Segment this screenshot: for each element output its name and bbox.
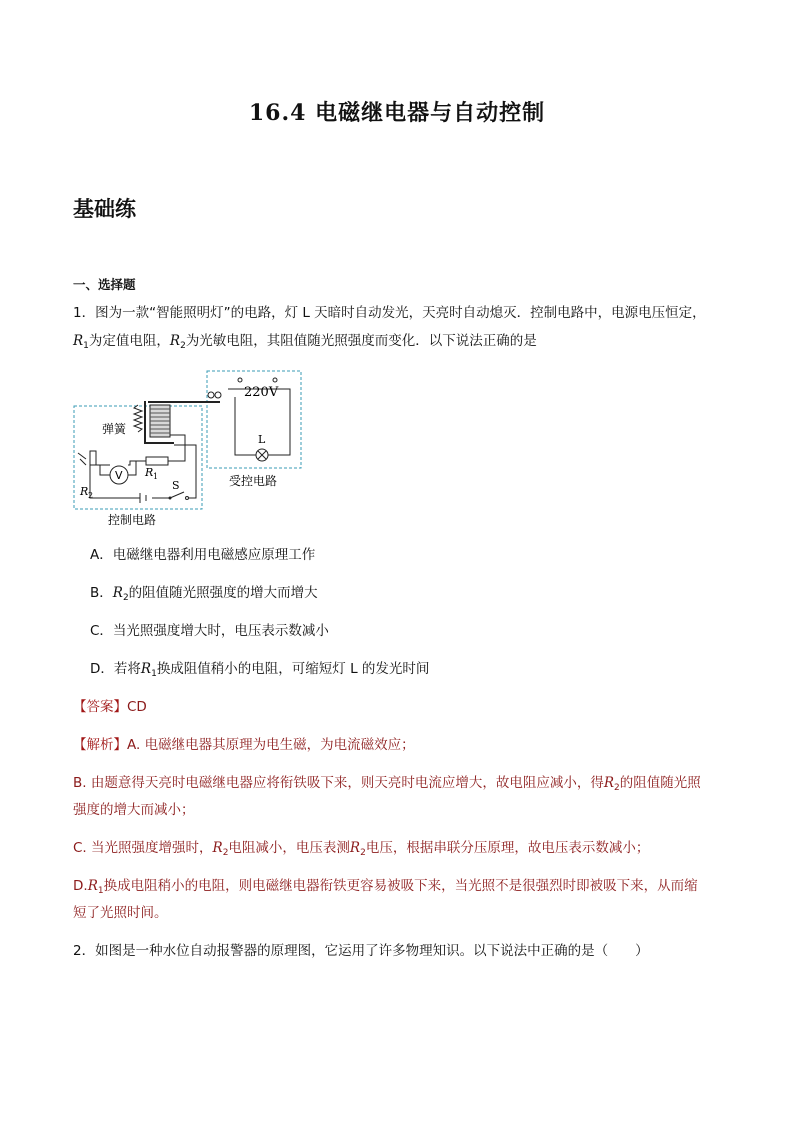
q1-analysis-d-line1 [73,876,698,901]
symbol-r: R [603,775,615,791]
switch-lever [170,492,184,498]
option-text: 换成阻值稍小的电阻，可缩短灯 L 的发光时间 [156,661,430,677]
analysis-label: 【解析】 [73,737,127,753]
q1-analysis-c [73,838,649,863]
symbol-r: R [87,878,98,894]
q2-stem: 2．如图是一种水位自动报警器的原理图，它运用了许多物理知识。以下说法中正确的是（ ） [73,943,649,959]
r2-label: R [80,485,89,498]
q1-analysis-b-line2: 强度的增大而减小； [73,802,195,818]
r2-sub: 2 [88,491,94,500]
symbol-r: R [349,840,361,856]
control-wire [90,435,185,465]
r1-sub: 1 [153,472,159,481]
analysis-text: D. [73,878,88,894]
symbol-r: R [112,585,123,601]
analysis-text: 电压，根据串联分压原理，故电压表示数减小； [365,840,650,856]
symbol-sub: 2 [122,593,129,603]
circuit-diagram [70,365,310,530]
spring-label: 弹簧 [102,422,127,436]
switch-pivot [169,497,172,500]
section-heading: 基础练 [73,196,136,221]
q1-option-c: C．当光照强度增大时，电压表示数减小 [90,623,329,639]
question-type-heading: 一、选择题 [73,277,136,292]
photoresistor-icon [90,451,96,465]
symbol-r: R [169,333,181,349]
q1-stem-text: 为光敏电阻，其阻值随光照强度而变化．以下说法正确的是 [185,333,537,349]
symbol-r: R [73,333,84,349]
terminal [238,378,242,382]
q1-option-a: A．电磁继电器利用电磁感应原理工作 [90,547,316,563]
analysis-text: C. 当光照强度增强时， [73,840,213,856]
coil-windings [150,409,170,433]
option-prefix: D．若将 [90,661,141,677]
symbol-sub: 2 [180,341,186,351]
voltmeter-label: V [115,469,123,482]
controlled-circuit-label: 受控电路 [229,474,278,488]
symbol-r: R [140,661,152,677]
analysis-text: B. 由题意得天亮时电磁继电器应将衔铁吸下来，则天亮时电流应增大，故电阻应减小，得 [73,775,604,791]
contact-terminal [208,392,214,398]
q1-answer [73,697,147,717]
q1-option-d [90,659,429,684]
answer-label: 【答案】 [73,699,127,715]
battery-icon [140,493,146,503]
terminal [273,378,277,382]
symbol-sub: 2 [360,848,366,858]
symbol-sub: 2 [222,848,229,858]
q1-stem-text: 为定值电阻， [88,333,170,349]
spring-icon [134,405,142,432]
q1-stem-line2 [73,331,537,356]
analysis-text: 换成电阻稍小的电阻，则电磁继电器衔铁更容易被吸下来，当光照不是很强烈时即被吸下来，从而缩 [103,878,698,894]
q1-stem-line1: 1．图为一款“智能照明灯”的电路，灯 L 天暗时自动发光，天亮时自动熄灭．控制电路中，电源电压恒定， [73,305,706,321]
control-circuit-label: 控制电路 [108,513,157,527]
switch-contact [186,497,189,500]
option-text: 的阻值随光照强度的增大而增大 [128,585,318,601]
resistor-r1 [146,457,168,465]
light-arrows [78,453,86,465]
symbol-sub: 2 [614,783,620,793]
contact-terminal [215,392,221,398]
analysis-text: 电阻减小，电压表测 [228,840,350,856]
q1-analysis-b-line1 [73,773,701,798]
option-prefix: B． [90,585,113,601]
analysis-text: A. 电磁继电器其原理为电生磁，为电流磁效应； [127,737,415,753]
symbol-sub: 1 [151,669,157,679]
symbol-sub: 1 [97,886,104,896]
symbol-r: R [212,840,223,856]
voltage-label: 220V [244,385,279,400]
q1-analysis-a [73,735,415,755]
analysis-text: 的阻值随光照 [619,775,701,791]
r1-label: R [145,466,154,479]
control-wire [90,445,196,498]
q1-option-b [90,583,318,608]
answer-value: CD [127,699,147,715]
q1-analysis-d-line2: 短了光照时间。 [73,905,168,921]
page-title: 16.4 电磁继电器与自动控制 [248,100,546,126]
switch-label: S [172,479,180,492]
symbol-sub: 1 [83,341,89,351]
lamp-label: L [258,433,266,446]
